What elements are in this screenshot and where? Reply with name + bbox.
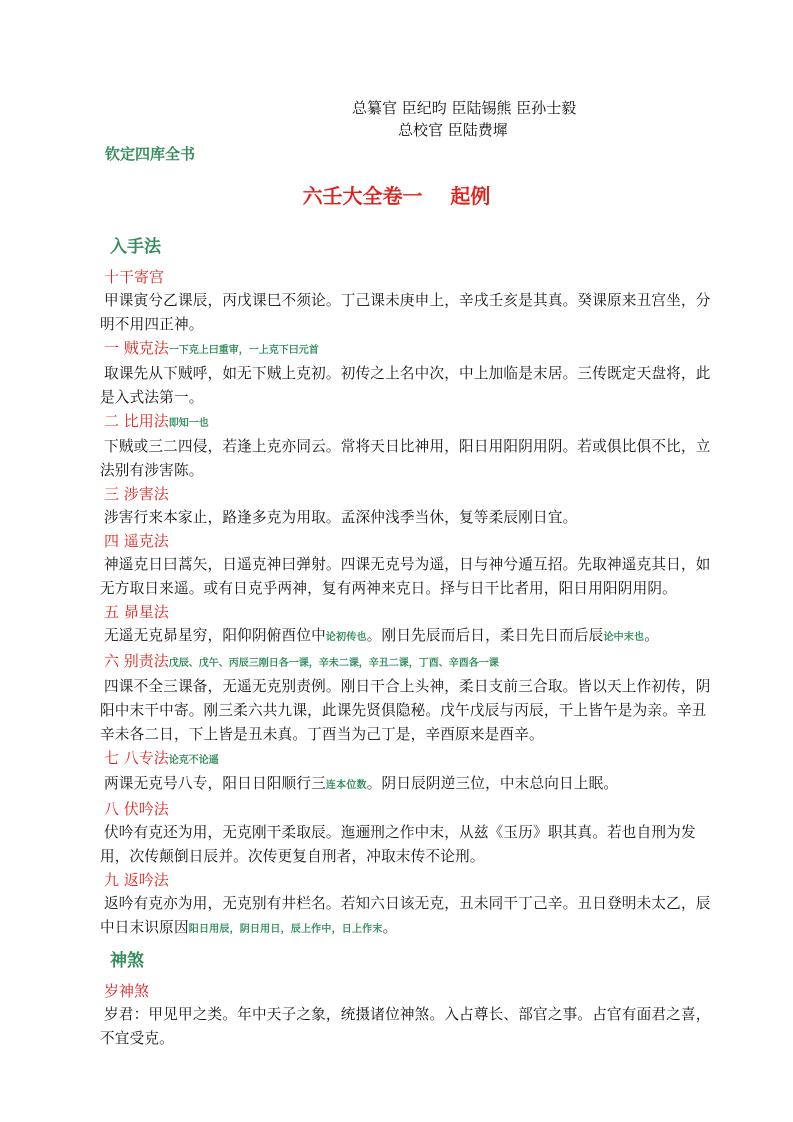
note-bieze: 戊辰、戊午、丙辰三刚日各一课，辛未二课，辛丑二课，丁酉、辛酉各一课 bbox=[168, 658, 499, 669]
subheading-bieze-label: 六 别责法 bbox=[104, 652, 169, 670]
subheading-zeike bbox=[0, 337, 793, 362]
subheading-bieze bbox=[0, 650, 793, 675]
section-heading-rushoufa: 入手法 bbox=[110, 237, 161, 257]
credits-compilers: 总纂官 臣纪昀 臣陆锡熊 臣孙士毅 bbox=[352, 99, 577, 117]
document-body bbox=[0, 232, 793, 1051]
paragraph-shigan: 甲课寅兮乙课辰，丙戊课巳不须论。丁己课未庚申上，辛戌壬亥是其真。癸课原来丑宫坐，分明不用四正神。 bbox=[100, 292, 711, 333]
paragraph-maoxing-part-b: 。刚日先辰而后日，柔日先日而后辰 bbox=[366, 627, 604, 644]
paragraph-fanyin bbox=[0, 892, 716, 942]
note-bazhuan-a: 连本位数 bbox=[325, 780, 367, 791]
subheading-zeike-label: 一 贼克法 bbox=[104, 339, 169, 357]
note-biyong: 即知一也 bbox=[168, 418, 209, 429]
note-zeike: 一下克上曰重审，一上克下曰元首 bbox=[168, 345, 319, 356]
subheading-shigan: 十干寄宫 bbox=[104, 268, 165, 286]
subheading-shehai: 三 涉害法 bbox=[104, 485, 169, 503]
volume-title: 六壬大全卷一 起例 bbox=[302, 184, 491, 208]
paragraph-maoxing-part-c: 。 bbox=[644, 627, 660, 644]
subheading-fanyin: 九 返吟法 bbox=[104, 871, 169, 889]
subheading-bazhuan-label: 七 八专法 bbox=[104, 749, 169, 767]
paragraph-fanyin-part-b: 。 bbox=[382, 919, 398, 936]
paragraph-bazhuan-part-b: 。阴日辰阴逆三位，中末总向日上眠。 bbox=[366, 775, 619, 792]
subheading-fuyin: 八 伏吟法 bbox=[104, 800, 169, 818]
note-maoxing-b: 论中末也 bbox=[603, 632, 645, 643]
paragraph-bazhuan-part-a: 两课无克号八专，阳日日阳顺行三 bbox=[104, 775, 326, 792]
subheading-yaoke: 四 遥克法 bbox=[104, 532, 169, 550]
paragraph-fuyin: 伏吟有克还为用，无克刚干柔取辰。迤逦刑之作中末，从兹《玉历》职其真。若也自刑为发用，次传颠倒日辰并。次传更复自刑者，冲取末传不论刑。 bbox=[100, 824, 696, 865]
paragraph-biyong: 下贼或三二四侵，若逢上克亦同云。常将天日比神用，阳日用阳阴用阴。若或俱比俱不比，立法别有涉害陈。 bbox=[100, 438, 711, 479]
paragraph-bazhuan bbox=[0, 772, 716, 798]
section-heading-shensha: 神煞 bbox=[110, 951, 144, 971]
paragraph-shehai: 涉害行来本家止，路逢多克为用取。孟深仲浅季当休，复等柔辰刚日宜。 bbox=[104, 509, 578, 526]
subheading-maoxing: 五 昴星法 bbox=[104, 603, 169, 621]
note-bazhuan: 论克不论遥 bbox=[168, 755, 219, 766]
paragraph-zeike: 取课先从下贼呼，如无下贼上克初。初传之上名中次，中上加临是末居。三传既定天盘将，此是入式法第一。 bbox=[100, 365, 711, 406]
subheading-biyong bbox=[0, 410, 793, 435]
subheading-biyong-label: 二 比用法 bbox=[104, 412, 169, 430]
credits-proofreader: 总校官 臣陆费墀 bbox=[398, 121, 508, 139]
subheading-suishen: 岁神煞 bbox=[104, 982, 150, 1000]
paragraph-yaoke: 神遥克日曰蒿矢，日遥克神曰弹射。四课无克号为遥，日与神兮遁互招。先取神遥克其日，如无方取日来遥。或有日克乎两神，复有两神来克日。择与日干比者用，阳日用阳阴用阴。 bbox=[100, 556, 711, 597]
paragraph-bieze: 四课不全三课备，无遥无克别责例。刚日干合上头神，柔日支前三合取。皆以天上作初传，阴阳中末干中寄。刚三柔六共九课，此课先贤俱隐秘。戊午戊辰与丙辰，干上皆午是为亲。辛丑辛未各二日，下上皆是丑未真。丁酉当为己丁是，辛酉原来是酉辛。 bbox=[100, 678, 711, 743]
paragraph-fanyin-part-a: 返吟有克亦为用，无克别有井栏名。若知六日该无克，丑未同干丁己辛。丑日登明未太乙，辰中日末识原因 bbox=[100, 895, 711, 936]
paragraph-maoxing bbox=[0, 624, 716, 650]
subheading-bazhuan bbox=[0, 747, 793, 772]
credits-block bbox=[0, 97, 793, 141]
note-maoxing-a: 论初传也 bbox=[325, 632, 367, 643]
note-fanyin-a: 阳日用辰，阴日用日，辰上作中，日上作末 bbox=[188, 924, 383, 935]
paragraph-suishen: 岁君：甲见甲之类。年中天子之象，统摄诸位神煞。入占尊长、部官之事。占官有面君之喜，不宜受克。 bbox=[100, 1006, 711, 1047]
series-title: 钦定四库全书 bbox=[105, 145, 196, 163]
paragraph-maoxing-part-a: 无遥无克昴星穷，阳仰阴俯酉位中 bbox=[104, 627, 326, 644]
